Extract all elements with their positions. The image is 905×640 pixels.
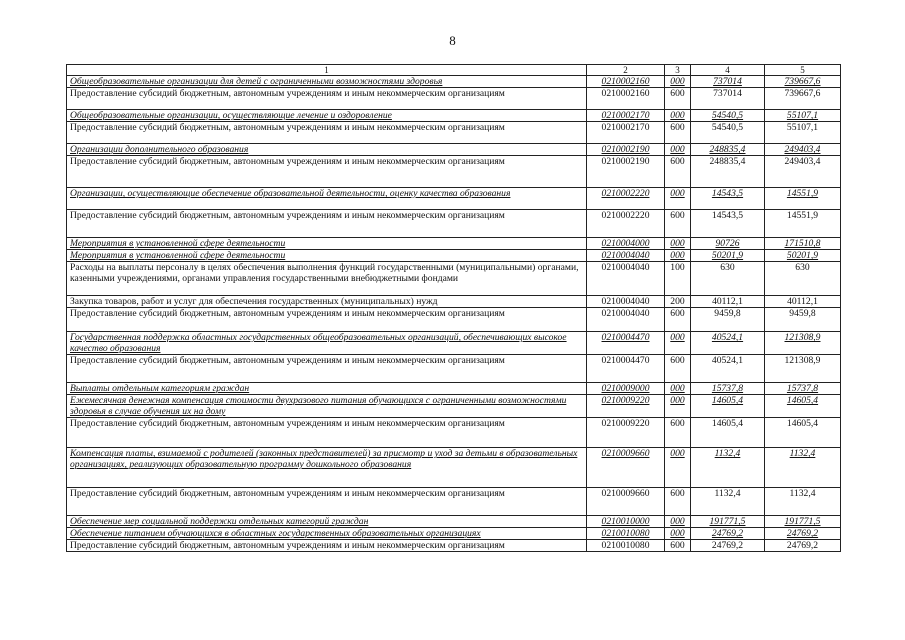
row-value-col5: 9459,8	[765, 308, 841, 332]
table-row	[67, 355, 841, 383]
row-type-cell: 000	[665, 516, 691, 528]
row-name-cell: Организации дополнительного образования	[67, 144, 587, 156]
row-name-cell: Выплаты отдельным категориям граждан	[67, 383, 587, 395]
row-code-cell: 0210004040	[587, 262, 665, 296]
row-value-col4: 40524,1	[691, 355, 765, 383]
row-value-col4: 15737,8	[691, 383, 765, 395]
table-row	[67, 296, 841, 308]
row-value-col4: 40524,1	[691, 332, 765, 355]
row-type-cell: 600	[665, 122, 691, 144]
row-value-col5: 15737,8	[765, 383, 841, 395]
row-type-cell: 000	[665, 528, 691, 540]
row-value-col4: 14543,5	[691, 188, 765, 210]
table-row	[67, 144, 841, 156]
row-code-cell: 0210002220	[587, 188, 665, 210]
row-name-cell: Предоставление субсидий бюджетным, автономным учреждениям и иным некоммерческим организациям	[67, 308, 587, 332]
table-row	[67, 238, 841, 250]
row-value-col4: 248835,4	[691, 156, 765, 188]
table-row	[67, 210, 841, 238]
row-value-col4: 9459,8	[691, 308, 765, 332]
header-col-4: 4	[691, 65, 765, 76]
row-name-cell: Ежемесячная денежная компенсация стоимости двухразового питания обучающихся с ограниченными возможностями здоровья в случае обучения их на дому	[67, 395, 587, 418]
row-type-cell: 000	[665, 383, 691, 395]
row-value-col4: 14543,5	[691, 210, 765, 238]
row-type-cell: 600	[665, 355, 691, 383]
row-value-col4: 40112,1	[691, 296, 765, 308]
row-type-cell: 600	[665, 488, 691, 516]
row-type-cell: 000	[665, 332, 691, 355]
header-col-1: 1	[67, 65, 587, 76]
row-value-col4: 54540,5	[691, 110, 765, 122]
row-name-cell: Расходы на выплаты персоналу в целях обеспечения выполнения функций государственными (муниципальными) органами, казенными учреждениями, органами управления государственными внебюджетными фондами	[67, 262, 587, 296]
row-type-cell: 600	[665, 156, 691, 188]
table-row	[67, 488, 841, 516]
row-name-cell: Общеобразовательные организации, осуществляющие лечение и оздоровление	[67, 110, 587, 122]
row-type-cell: 600	[665, 88, 691, 110]
row-value-col4: 54540,5	[691, 122, 765, 144]
row-code-cell: 0210009660	[587, 448, 665, 488]
row-value-col5: 630	[765, 262, 841, 296]
row-name-cell: Организации, осуществляющие обеспечение образовательной деятельности, оценку качества образования	[67, 188, 587, 210]
row-code-cell: 0210002160	[587, 76, 665, 88]
row-code-cell: 0210009220	[587, 395, 665, 418]
table-row	[67, 418, 841, 448]
row-value-col5: 24769,2	[765, 540, 841, 552]
row-value-col5: 171510,8	[765, 238, 841, 250]
table-row	[67, 188, 841, 210]
row-code-cell: 0210009000	[587, 383, 665, 395]
row-code-cell: 0210010080	[587, 540, 665, 552]
row-value-col5: 739667,6	[765, 88, 841, 110]
row-value-col4: 630	[691, 262, 765, 296]
header-col-5: 5	[765, 65, 841, 76]
row-type-cell: 000	[665, 110, 691, 122]
row-type-cell: 100	[665, 262, 691, 296]
row-code-cell: 0210009220	[587, 418, 665, 448]
row-code-cell: 0210002160	[587, 88, 665, 110]
row-name-cell: Общеобразовательные организации для детей с ограниченными возможностями здоровья	[67, 76, 587, 88]
row-value-col5: 14551,9	[765, 188, 841, 210]
row-value-col5: 249403,4	[765, 144, 841, 156]
row-code-cell: 0210004470	[587, 355, 665, 383]
table-row	[67, 516, 841, 528]
table-row	[67, 540, 841, 552]
table-row	[67, 110, 841, 122]
row-value-col4: 191771,5	[691, 516, 765, 528]
row-code-cell: 0210002190	[587, 144, 665, 156]
table-row	[67, 250, 841, 262]
row-value-col5: 1132,4	[765, 448, 841, 488]
row-value-col5: 249403,4	[765, 156, 841, 188]
row-name-cell: Компенсация платы, взимаемой с родителей (законных представителей) за присмотр и уход за детьми в образовательных организациях, реализующих образовательную программу дошкольного образования	[67, 448, 587, 488]
row-value-col5: 40112,1	[765, 296, 841, 308]
row-value-col5: 55107,1	[765, 122, 841, 144]
row-value-col4: 1132,4	[691, 448, 765, 488]
row-value-col4: 14605,4	[691, 395, 765, 418]
row-type-cell: 600	[665, 308, 691, 332]
row-value-col5: 14605,4	[765, 395, 841, 418]
row-value-col5: 191771,5	[765, 516, 841, 528]
row-name-cell: Мероприятия в установленной сфере деятельности	[67, 238, 587, 250]
header-col-2: 2	[587, 65, 665, 76]
row-name-cell: Обеспечение питанием обучающихся в областных государственных образовательных организациях	[67, 528, 587, 540]
row-value-col5: 50201,9	[765, 250, 841, 262]
table-row	[67, 88, 841, 110]
row-name-cell: Государственная поддержка областных государственных общеобразовательных организаций, обеспечивающих высокое качество образования	[67, 332, 587, 355]
page-number: 8	[449, 33, 456, 48]
row-value-col4: 24769,2	[691, 540, 765, 552]
row-name-cell: Предоставление субсидий бюджетным, автономным учреждениям и иным некоммерческим организациям	[67, 418, 587, 448]
row-type-cell: 200	[665, 296, 691, 308]
row-value-col4: 737014	[691, 76, 765, 88]
row-code-cell: 0210009660	[587, 488, 665, 516]
table-row	[67, 448, 841, 488]
row-value-col5: 14551,9	[765, 210, 841, 238]
table-row	[67, 122, 841, 144]
row-value-col4: 248835,4	[691, 144, 765, 156]
row-code-cell: 0210004040	[587, 250, 665, 262]
table-row	[67, 332, 841, 355]
row-value-col5: 121308,9	[765, 332, 841, 355]
row-code-cell: 0210004040	[587, 296, 665, 308]
table-row	[67, 156, 841, 188]
row-name-cell: Закупка товаров, работ и услуг для обеспечения государственных (муниципальных) нужд	[67, 296, 587, 308]
row-name-cell: Предоставление субсидий бюджетным, автономным учреждениям и иным некоммерческим организациям	[67, 122, 587, 144]
row-code-cell: 0210002190	[587, 156, 665, 188]
table-row	[67, 528, 841, 540]
table-header-row	[67, 65, 841, 76]
row-value-col5: 739667,6	[765, 76, 841, 88]
row-value-col4: 1132,4	[691, 488, 765, 516]
row-name-cell: Предоставление субсидий бюджетным, автономным учреждениям и иным некоммерческим организациям	[67, 355, 587, 383]
row-name-cell: Предоставление субсидий бюджетным, автономным учреждениям и иным некоммерческим организациям	[67, 88, 587, 110]
row-name-cell: Обеспечение мер социальной поддержки отдельных категорий граждан	[67, 516, 587, 528]
row-name-cell: Предоставление субсидий бюджетным, автономным учреждениям и иным некоммерческим организациям	[67, 488, 587, 516]
row-value-col4: 90726	[691, 238, 765, 250]
row-type-cell: 000	[665, 238, 691, 250]
row-name-cell: Мероприятия в установленной сфере деятельности	[67, 250, 587, 262]
row-name-cell: Предоставление субсидий бюджетным, автономным учреждениям и иным некоммерческим организациям	[67, 156, 587, 188]
row-code-cell: 0210002170	[587, 110, 665, 122]
table-row	[67, 76, 841, 88]
row-type-cell: 000	[665, 76, 691, 88]
table-row	[67, 308, 841, 332]
table-row	[67, 383, 841, 395]
row-name-cell: Предоставление субсидий бюджетным, автономным учреждениям и иным некоммерческим организациям	[67, 540, 587, 552]
row-value-col5: 121308,9	[765, 355, 841, 383]
row-code-cell: 0210004000	[587, 238, 665, 250]
row-type-cell: 000	[665, 188, 691, 210]
table-row	[67, 395, 841, 418]
row-value-col4: 737014	[691, 88, 765, 110]
row-code-cell: 0210002170	[587, 122, 665, 144]
row-code-cell: 0210004470	[587, 332, 665, 355]
row-type-cell: 600	[665, 540, 691, 552]
row-value-col4: 24769,2	[691, 528, 765, 540]
row-type-cell: 000	[665, 144, 691, 156]
row-type-cell: 000	[665, 448, 691, 488]
budget-table	[66, 64, 841, 552]
row-type-cell: 000	[665, 250, 691, 262]
row-code-cell: 0210002220	[587, 210, 665, 238]
row-code-cell: 0210010080	[587, 528, 665, 540]
table-body	[67, 76, 841, 552]
row-type-cell: 600	[665, 418, 691, 448]
row-value-col5: 24769,2	[765, 528, 841, 540]
row-name-cell: Предоставление субсидий бюджетным, автономным учреждениям и иным некоммерческим организациям	[67, 210, 587, 238]
row-value-col4: 50201,9	[691, 250, 765, 262]
row-value-col5: 14605,4	[765, 418, 841, 448]
row-code-cell: 0210010000	[587, 516, 665, 528]
table-row	[67, 262, 841, 296]
row-code-cell: 0210004040	[587, 308, 665, 332]
row-value-col5: 55107,1	[765, 110, 841, 122]
row-value-col5: 1132,4	[765, 488, 841, 516]
row-value-col4: 14605,4	[691, 418, 765, 448]
row-type-cell: 000	[665, 395, 691, 418]
row-type-cell: 600	[665, 210, 691, 238]
header-col-3: 3	[665, 65, 691, 76]
